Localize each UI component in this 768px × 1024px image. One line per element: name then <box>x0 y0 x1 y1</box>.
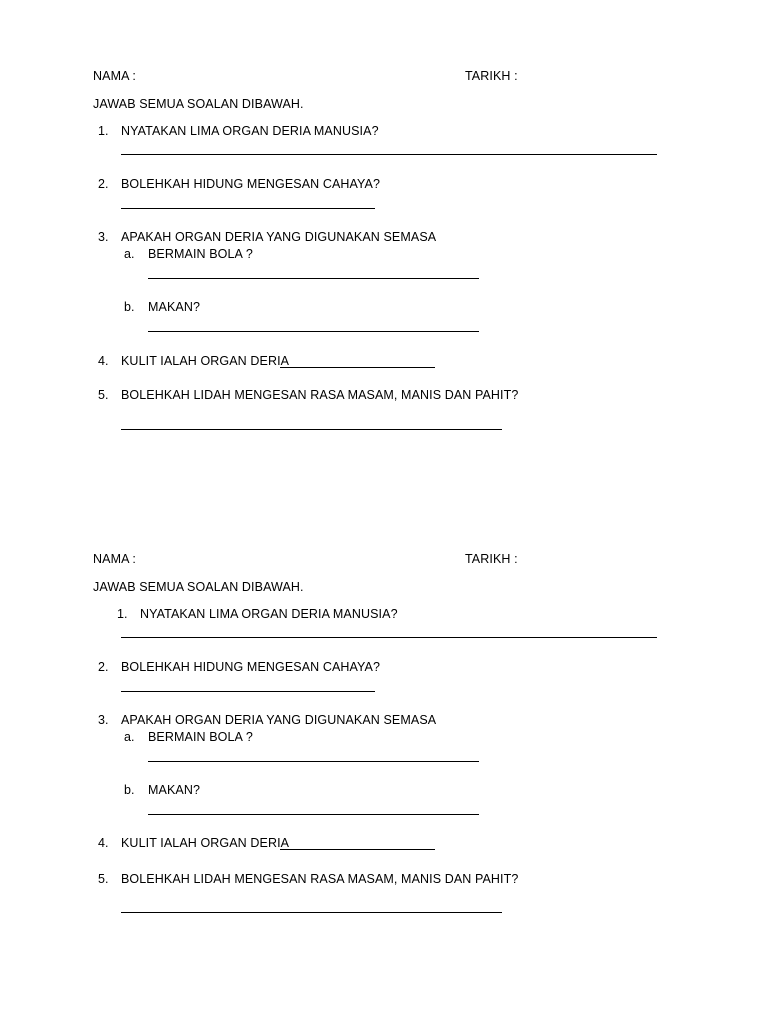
question-3-number: 3. <box>98 230 109 244</box>
question-1-text: NYATAKAN LIMA ORGAN DERIA MANUSIA? <box>140 607 398 621</box>
question-3b-text: MAKAN? <box>148 300 201 314</box>
question-4-text: KULIT IALAH ORGAN DERIA <box>121 354 290 368</box>
instruction-text: JAWAB SEMUA SOALAN DIBAWAH. <box>93 97 304 111</box>
question-3a-letter: a. <box>124 730 135 744</box>
question-1-number: 1. <box>98 124 109 138</box>
question-2-text: BOLEHKAH HIDUNG MENGESAN CAHAYA? <box>121 660 381 674</box>
question-2-answer-line <box>121 691 375 692</box>
question-4-answer-line <box>280 849 435 850</box>
question-4-number: 4. <box>98 354 109 368</box>
question-3a-text: BERMAIN BOLA ? <box>148 247 253 261</box>
question-5-number: 5. <box>98 388 109 402</box>
question-4-number: 4. <box>98 836 109 850</box>
question-1-number: 1. <box>117 607 128 621</box>
question-3b-text: MAKAN? <box>148 783 201 797</box>
question-2-text: BOLEHKAH HIDUNG MENGESAN CAHAYA? <box>121 177 381 191</box>
question-3a-letter: a. <box>124 247 135 261</box>
question-5-text: BOLEHKAH LIDAH MENGESAN RASA MASAM, MANIS DAN PAHIT? <box>121 388 519 402</box>
tarikh-label: TARIKH : <box>465 69 518 83</box>
question-3b-letter: b. <box>124 783 135 797</box>
nama-label: NAMA : <box>93 69 136 83</box>
question-3-text: APAKAH ORGAN DERIA YANG DIGUNAKAN SEMASA <box>121 230 437 244</box>
question-3b-answer-line <box>148 331 479 332</box>
question-4-text: KULIT IALAH ORGAN DERIA <box>121 836 290 850</box>
question-2-number: 2. <box>98 660 109 674</box>
question-1-answer-line <box>121 154 657 155</box>
question-5-text: BOLEHKAH LIDAH MENGESAN RASA MASAM, MANIS DAN PAHIT? <box>121 872 519 886</box>
question-2-number: 2. <box>98 177 109 191</box>
question-5-number: 5. <box>98 872 109 886</box>
question-3-text: APAKAH ORGAN DERIA YANG DIGUNAKAN SEMASA <box>121 713 437 727</box>
question-3a-answer-line <box>148 278 479 279</box>
question-2-answer-line <box>121 208 375 209</box>
question-3b-answer-line <box>148 814 479 815</box>
question-3-number: 3. <box>98 713 109 727</box>
question-3b-letter: b. <box>124 300 135 314</box>
tarikh-label: TARIKH : <box>465 552 518 566</box>
question-3a-answer-line <box>148 761 479 762</box>
question-4-answer-line <box>280 367 435 368</box>
nama-label: NAMA : <box>93 552 136 566</box>
question-3a-text: BERMAIN BOLA ? <box>148 730 253 744</box>
question-1-answer-line <box>121 637 657 638</box>
question-5-answer-line <box>121 429 502 430</box>
instruction-text: JAWAB SEMUA SOALAN DIBAWAH. <box>93 580 304 594</box>
question-1-text: NYATAKAN LIMA ORGAN DERIA MANUSIA? <box>121 124 379 138</box>
question-5-answer-line <box>121 912 502 913</box>
